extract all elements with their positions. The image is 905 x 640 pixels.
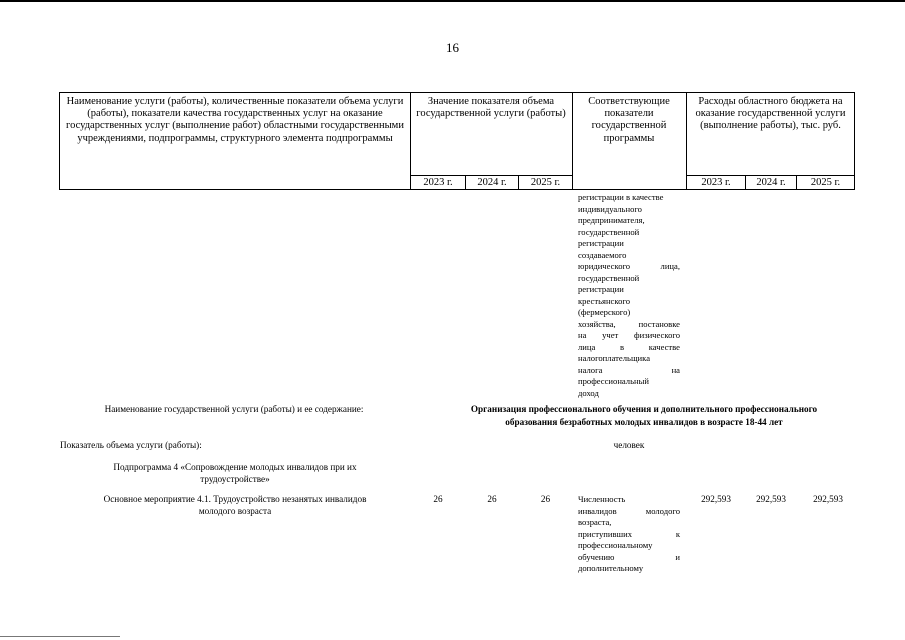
continued-line: регистрации bbox=[578, 284, 624, 294]
continued-line: доход bbox=[578, 387, 599, 398]
continued-line: хозяйства, постановке bbox=[578, 318, 680, 329]
continued-line: налога на bbox=[578, 364, 680, 375]
header-col-service-name: Наименование услуги (работы), количественные показатели объема услуги (работы), показатели качества государственных услуг на оказание государственных услуг (выполнение работ) областными государственными учреждениями, подпрограммы, структурного элемента подпрограммы bbox=[66, 96, 404, 144]
subprogram-title-line-1: Подпрограмма 4 «Сопровождение молодых инвалидов при их bbox=[113, 462, 357, 472]
measure-expense-2025: 292,593 bbox=[813, 494, 843, 504]
measure-expense-2024: 292,593 bbox=[756, 494, 786, 504]
volume-unit: человек bbox=[613, 440, 645, 450]
indicator-line: инвалидов молодого bbox=[578, 505, 680, 516]
header-year-expenses-2024: 2024 г. bbox=[756, 177, 786, 188]
bottom-edge-mark bbox=[0, 636, 120, 637]
header-col-program-indicators: Соответствующие показатели государственной программы bbox=[588, 96, 670, 144]
measure-value-2024: 26 bbox=[487, 494, 497, 504]
continued-line: на учет физического bbox=[578, 330, 680, 340]
continued-line: предпринимателя, bbox=[578, 215, 645, 225]
continued-line: создаваемого bbox=[578, 249, 627, 260]
indicator-line: Численность bbox=[578, 494, 626, 504]
continued-line: юридического лица, bbox=[578, 261, 680, 271]
header-year-volume-2023: 2023 г. bbox=[423, 177, 453, 188]
continued-line: государственной bbox=[578, 272, 640, 283]
indicator-line: дополнительному bbox=[578, 563, 644, 573]
measure-expense-2023: 292,593 bbox=[701, 494, 731, 504]
header-year-expenses-2025: 2025 г. bbox=[810, 177, 841, 188]
header-year-volume-2024: 2024 г. bbox=[477, 177, 507, 188]
service-name-line-1: Организация профессионального обучения и дополнительного профессионального bbox=[470, 404, 818, 414]
page-top-border bbox=[0, 0, 905, 2]
continued-line: профессиональный bbox=[578, 376, 649, 386]
header-year-volume-2025: 2025 г. bbox=[530, 177, 561, 188]
header-year-expenses-2023: 2023 г. bbox=[701, 177, 731, 188]
indicator-line: приступивших к bbox=[578, 528, 680, 539]
continued-line: регистрации bbox=[578, 238, 624, 248]
continued-line: крестьянского bbox=[578, 295, 630, 306]
indicator-line: обучению и bbox=[578, 551, 680, 562]
measure-indicator-text bbox=[578, 494, 680, 575]
service-name-label: Наименование государственной услуги (работы) и ее содержание: bbox=[104, 404, 364, 414]
continued-line: регистрации в качестве bbox=[578, 192, 664, 202]
measure-value-2023: 26 bbox=[433, 494, 443, 504]
service-name-line-2: образования безработных молодых инвалидов в возрасте 18-44 лет bbox=[505, 417, 783, 427]
header-col-volume-value: Значение показателя объема государственной услуги (работы) bbox=[416, 96, 566, 120]
indicator-line: возраста, bbox=[578, 517, 612, 527]
continued-line: (фермерского) bbox=[578, 307, 631, 317]
measure-value-2025: 26 bbox=[540, 494, 551, 504]
continued-line: налогоплательщика bbox=[578, 353, 651, 363]
continued-indicator-text bbox=[578, 192, 680, 399]
page-number: 16 bbox=[446, 40, 459, 55]
header-col-budget-expenses: Расходы областного бюджета на оказание государственной услуги (выполнение работы), тыс. руб. bbox=[695, 96, 846, 132]
measure-name-line-2: молодого возраста bbox=[198, 506, 272, 516]
volume-indicator-label: Показатель объема услуги (работы): bbox=[60, 440, 202, 450]
subprogram-title-line-2: трудоустройстве» bbox=[200, 474, 270, 484]
continued-line: государственной bbox=[578, 226, 640, 237]
measure-name-line-1: Основное мероприятие 4.1. Трудоустройство незанятых инвалидов bbox=[103, 494, 367, 504]
indicator-line: профессиональному bbox=[578, 540, 653, 550]
continued-line: лица в качестве bbox=[578, 341, 680, 352]
continued-line: индивидуального bbox=[578, 203, 642, 214]
